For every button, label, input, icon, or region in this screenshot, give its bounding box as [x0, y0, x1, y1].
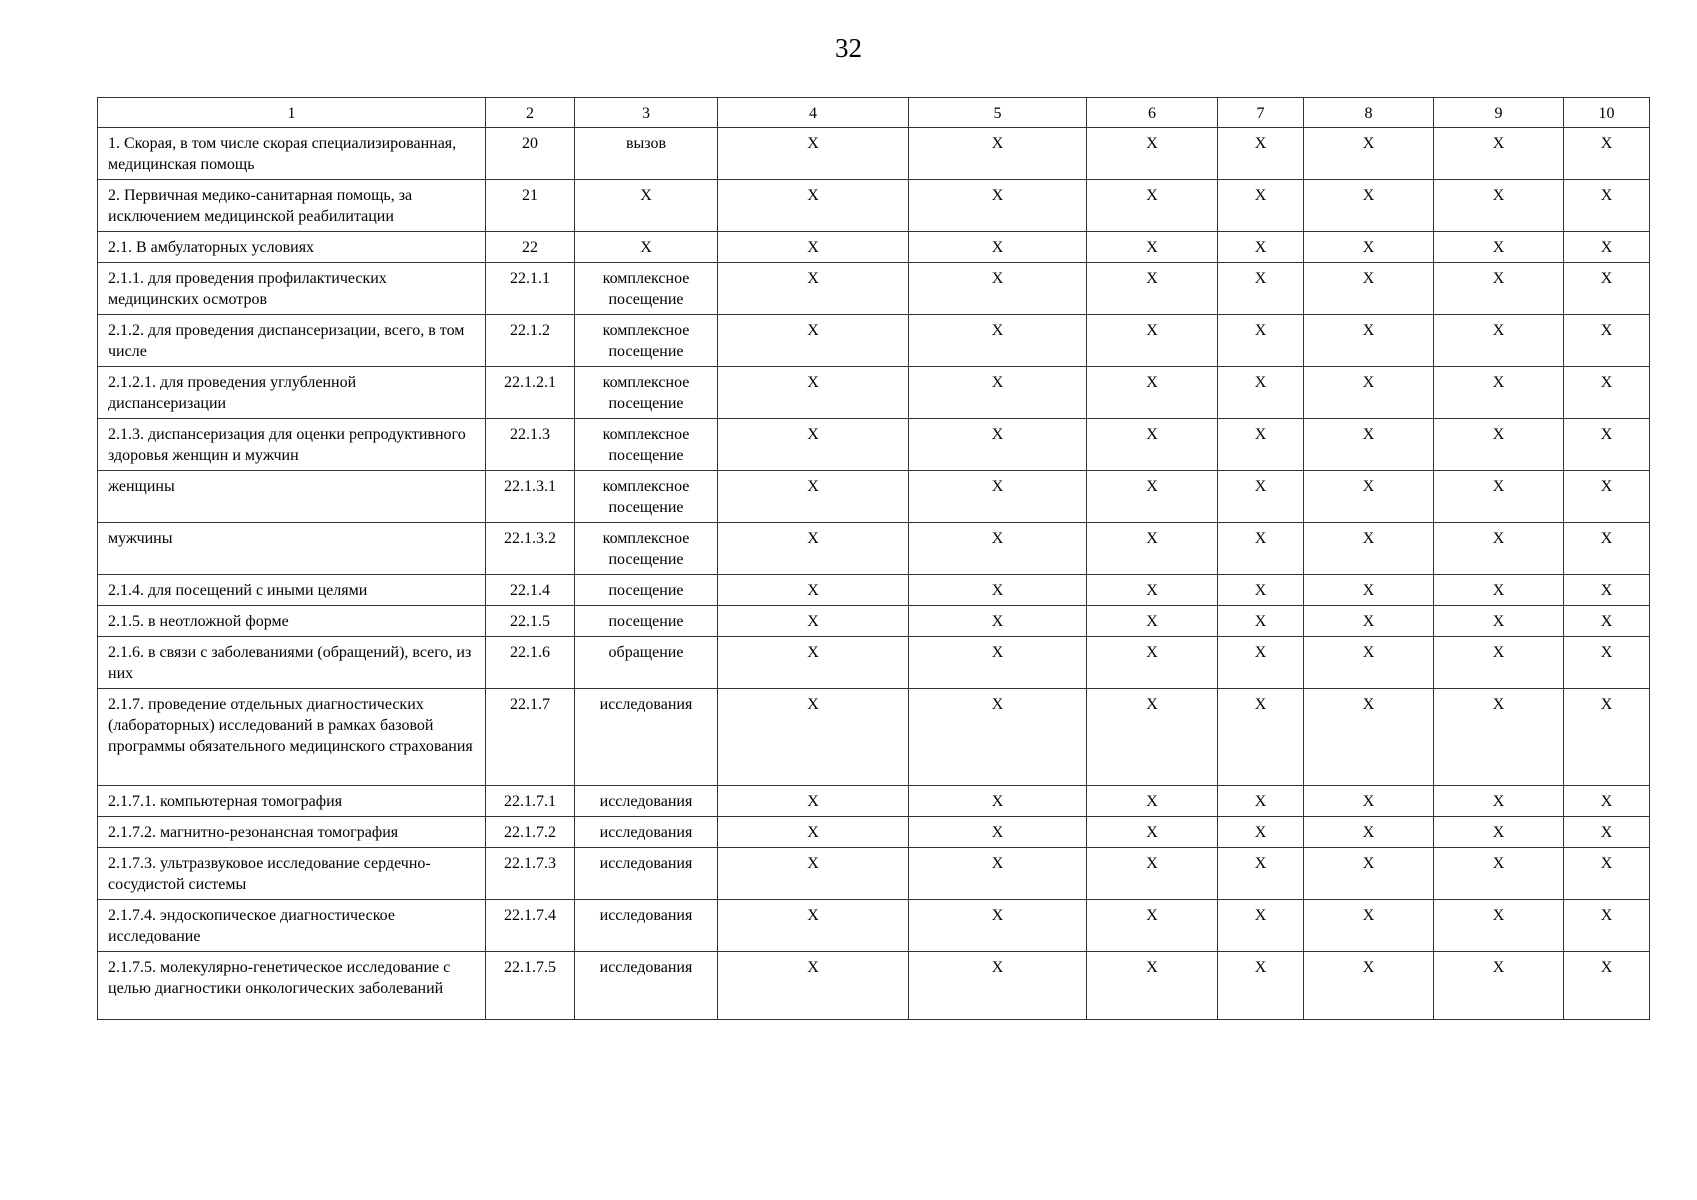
row-cell-col-4: X	[718, 315, 909, 367]
row-name: 2.1.5. в неотложной форме	[98, 606, 486, 637]
row-cell-col-6: X	[1087, 817, 1218, 848]
row-code: 22.1.3.1	[486, 471, 575, 523]
row-cell-col-5: X	[909, 952, 1087, 1020]
row-cell-col-7: X	[1218, 523, 1304, 575]
row-cell-col-4: X	[718, 817, 909, 848]
row-cell-col-10: X	[1564, 367, 1650, 419]
table-row	[98, 180, 1650, 232]
row-cell-col-4: X	[718, 952, 909, 1020]
row-code: 22.1.6	[486, 637, 575, 689]
row-cell-col-8: X	[1304, 900, 1434, 952]
table-row	[98, 689, 1650, 786]
row-cell-col-7: X	[1218, 263, 1304, 315]
row-name: 2.1.7.4. эндоскопическое диагностическое исследование	[98, 900, 486, 952]
row-cell-col-7: X	[1218, 952, 1304, 1020]
row-cell-col-6: X	[1087, 786, 1218, 817]
column-number-9: 9	[1434, 98, 1564, 128]
row-cell-col-6: X	[1087, 419, 1218, 471]
row-code: 22.1.2.1	[486, 367, 575, 419]
row-cell-col-7: X	[1218, 419, 1304, 471]
row-cell-col-4: X	[718, 367, 909, 419]
row-code: 22.1.3	[486, 419, 575, 471]
row-name: женщины	[98, 471, 486, 523]
table-row	[98, 606, 1650, 637]
row-cell-col-9: X	[1434, 637, 1564, 689]
row-cell-col-6: X	[1087, 367, 1218, 419]
row-cell-col-6: X	[1087, 471, 1218, 523]
row-cell-col-5: X	[909, 367, 1087, 419]
row-cell-col-9: X	[1434, 848, 1564, 900]
row-cell-col-4: X	[718, 786, 909, 817]
row-cell-col-4: X	[718, 637, 909, 689]
row-cell-col-5: X	[909, 689, 1087, 786]
row-cell-col-8: X	[1304, 637, 1434, 689]
row-name: 2.1.1. для проведения профилактических медицинских осмотров	[98, 263, 486, 315]
row-cell-col-9: X	[1434, 315, 1564, 367]
row-cell-col-8: X	[1304, 786, 1434, 817]
row-code: 22.1.7.2	[486, 817, 575, 848]
row-cell-col-8: X	[1304, 471, 1434, 523]
row-name: 2.1. В амбулаторных условиях	[98, 232, 486, 263]
row-cell-col-6: X	[1087, 128, 1218, 180]
row-cell-col-5: X	[909, 900, 1087, 952]
row-cell-col-4: X	[718, 689, 909, 786]
row-cell-col-9: X	[1434, 606, 1564, 637]
row-cell-col-6: X	[1087, 575, 1218, 606]
row-cell-col-5: X	[909, 315, 1087, 367]
row-cell-col-7: X	[1218, 315, 1304, 367]
row-cell-col-8: X	[1304, 128, 1434, 180]
row-cell-col-10: X	[1564, 637, 1650, 689]
row-cell-col-10: X	[1564, 575, 1650, 606]
row-cell-col-7: X	[1218, 689, 1304, 786]
row-code: 22.1.4	[486, 575, 575, 606]
table-row	[98, 419, 1650, 471]
row-cell-col-6: X	[1087, 689, 1218, 786]
column-number-3: 3	[575, 98, 718, 128]
row-code: 22.1.7.4	[486, 900, 575, 952]
row-cell-col-9: X	[1434, 900, 1564, 952]
row-unit: обращение	[575, 637, 718, 689]
column-number-6: 6	[1087, 98, 1218, 128]
row-code: 22.1.7.1	[486, 786, 575, 817]
column-number-5: 5	[909, 98, 1087, 128]
table-row	[98, 575, 1650, 606]
row-cell-col-8: X	[1304, 232, 1434, 263]
row-cell-col-8: X	[1304, 523, 1434, 575]
column-number-row	[98, 98, 1650, 128]
row-unit: посещение	[575, 575, 718, 606]
row-cell-col-9: X	[1434, 367, 1564, 419]
row-cell-col-5: X	[909, 471, 1087, 523]
row-cell-col-9: X	[1434, 817, 1564, 848]
row-cell-col-9: X	[1434, 128, 1564, 180]
row-code: 22	[486, 232, 575, 263]
row-name: мужчины	[98, 523, 486, 575]
column-number-4: 4	[718, 98, 909, 128]
row-cell-col-5: X	[909, 606, 1087, 637]
row-name: 2.1.7.5. молекулярно-генетическое исследование с целью диагностики онкологических заболеваний	[98, 952, 486, 1020]
table-row	[98, 367, 1650, 419]
row-name: 1. Скорая, в том числе скорая специализированная, медицинская помощь	[98, 128, 486, 180]
row-code: 20	[486, 128, 575, 180]
table-row	[98, 637, 1650, 689]
row-name: 2. Первичная медико-санитарная помощь, за исключением медицинской реабилитации	[98, 180, 486, 232]
row-cell-col-8: X	[1304, 180, 1434, 232]
table-row	[98, 952, 1650, 1020]
row-cell-col-4: X	[718, 848, 909, 900]
page-number: 32	[835, 33, 862, 63]
row-cell-col-6: X	[1087, 848, 1218, 900]
row-cell-col-6: X	[1087, 180, 1218, 232]
table-row	[98, 128, 1650, 180]
row-name: 2.1.2. для проведения диспансеризации, всего, в том числе	[98, 315, 486, 367]
row-cell-col-9: X	[1434, 471, 1564, 523]
row-cell-col-8: X	[1304, 848, 1434, 900]
row-name: 2.1.7.2. магнитно-резонансная томография	[98, 817, 486, 848]
column-number-8: 8	[1304, 98, 1434, 128]
row-cell-col-4: X	[718, 263, 909, 315]
row-cell-col-7: X	[1218, 575, 1304, 606]
row-cell-col-5: X	[909, 786, 1087, 817]
row-code: 21	[486, 180, 575, 232]
table-body	[98, 128, 1650, 1020]
row-cell-col-10: X	[1564, 232, 1650, 263]
table-row	[98, 263, 1650, 315]
row-unit: исследования	[575, 817, 718, 848]
row-cell-col-6: X	[1087, 952, 1218, 1020]
row-cell-col-4: X	[718, 575, 909, 606]
row-unit: комплексное посещение	[575, 367, 718, 419]
row-unit: исследования	[575, 900, 718, 952]
row-cell-col-9: X	[1434, 523, 1564, 575]
row-cell-col-10: X	[1564, 471, 1650, 523]
table-row	[98, 848, 1650, 900]
row-name: 2.1.7. проведение отдельных диагностических (лабораторных) исследований в рамках базовой программы обязательного медицинского страхования	[98, 689, 486, 786]
row-cell-col-9: X	[1434, 952, 1564, 1020]
row-cell-col-7: X	[1218, 786, 1304, 817]
row-code: 22.1.7.5	[486, 952, 575, 1020]
column-number-2: 2	[486, 98, 575, 128]
column-number-1: 1	[98, 98, 486, 128]
row-code: 22.1.7.3	[486, 848, 575, 900]
table-row	[98, 471, 1650, 523]
row-cell-col-8: X	[1304, 575, 1434, 606]
row-cell-col-10: X	[1564, 523, 1650, 575]
row-code: 22.1.3.2	[486, 523, 575, 575]
row-name: 2.1.3. диспансеризация для оценки репродуктивного здоровья женщин и мужчин	[98, 419, 486, 471]
table-row	[98, 232, 1650, 263]
row-unit: комплексное посещение	[575, 471, 718, 523]
row-cell-col-7: X	[1218, 471, 1304, 523]
table-row	[98, 900, 1650, 952]
table-row	[98, 786, 1650, 817]
row-unit: комплексное посещение	[575, 263, 718, 315]
row-cell-col-10: X	[1564, 606, 1650, 637]
row-cell-col-10: X	[1564, 786, 1650, 817]
row-cell-col-7: X	[1218, 606, 1304, 637]
row-cell-col-6: X	[1087, 315, 1218, 367]
row-cell-col-5: X	[909, 180, 1087, 232]
row-cell-col-7: X	[1218, 367, 1304, 419]
row-cell-col-6: X	[1087, 263, 1218, 315]
row-unit: посещение	[575, 606, 718, 637]
row-cell-col-7: X	[1218, 232, 1304, 263]
row-cell-col-4: X	[718, 128, 909, 180]
row-cell-col-9: X	[1434, 419, 1564, 471]
row-cell-col-5: X	[909, 817, 1087, 848]
row-cell-col-10: X	[1564, 180, 1650, 232]
row-name: 2.1.2.1. для проведения углубленной диспансеризации	[98, 367, 486, 419]
row-cell-col-4: X	[718, 900, 909, 952]
row-cell-col-5: X	[909, 419, 1087, 471]
row-cell-col-6: X	[1087, 606, 1218, 637]
row-unit: вызов	[575, 128, 718, 180]
row-cell-col-5: X	[909, 575, 1087, 606]
row-cell-col-9: X	[1434, 263, 1564, 315]
row-cell-col-7: X	[1218, 637, 1304, 689]
row-cell-col-10: X	[1564, 263, 1650, 315]
row-cell-col-7: X	[1218, 180, 1304, 232]
row-cell-col-8: X	[1304, 952, 1434, 1020]
row-cell-col-7: X	[1218, 900, 1304, 952]
table-row	[98, 523, 1650, 575]
row-unit: X	[575, 232, 718, 263]
row-unit: исследования	[575, 952, 718, 1020]
row-code: 22.1.1	[486, 263, 575, 315]
row-code: 22.1.2	[486, 315, 575, 367]
row-cell-col-7: X	[1218, 128, 1304, 180]
row-cell-col-10: X	[1564, 315, 1650, 367]
row-cell-col-8: X	[1304, 606, 1434, 637]
column-number-7: 7	[1218, 98, 1304, 128]
row-cell-col-6: X	[1087, 637, 1218, 689]
row-cell-col-9: X	[1434, 180, 1564, 232]
row-cell-col-9: X	[1434, 575, 1564, 606]
row-cell-col-5: X	[909, 232, 1087, 263]
table-row	[98, 315, 1650, 367]
row-cell-col-6: X	[1087, 232, 1218, 263]
row-cell-col-10: X	[1564, 848, 1650, 900]
row-cell-col-10: X	[1564, 419, 1650, 471]
row-cell-col-7: X	[1218, 848, 1304, 900]
row-cell-col-9: X	[1434, 689, 1564, 786]
row-cell-col-10: X	[1564, 817, 1650, 848]
row-cell-col-6: X	[1087, 523, 1218, 575]
services-table	[97, 97, 1650, 1020]
row-cell-col-10: X	[1564, 128, 1650, 180]
row-cell-col-4: X	[718, 232, 909, 263]
row-cell-col-6: X	[1087, 900, 1218, 952]
column-number-10: 10	[1564, 98, 1650, 128]
row-cell-col-10: X	[1564, 900, 1650, 952]
row-unit: исследования	[575, 848, 718, 900]
row-cell-col-8: X	[1304, 263, 1434, 315]
row-cell-col-10: X	[1564, 689, 1650, 786]
row-code: 22.1.7	[486, 689, 575, 786]
row-name: 2.1.4. для посещений с иными целями	[98, 575, 486, 606]
row-cell-col-8: X	[1304, 817, 1434, 848]
row-cell-col-4: X	[718, 180, 909, 232]
row-cell-col-4: X	[718, 471, 909, 523]
row-name: 2.1.7.3. ультразвуковое исследование сердечно-сосудистой системы	[98, 848, 486, 900]
row-cell-col-8: X	[1304, 315, 1434, 367]
row-cell-col-4: X	[718, 419, 909, 471]
row-cell-col-10: X	[1564, 952, 1650, 1020]
row-unit: комплексное посещение	[575, 315, 718, 367]
row-cell-col-5: X	[909, 523, 1087, 575]
row-cell-col-8: X	[1304, 367, 1434, 419]
row-name: 2.1.6. в связи с заболеваниями (обращений), всего, из них	[98, 637, 486, 689]
row-cell-col-9: X	[1434, 786, 1564, 817]
row-name: 2.1.7.1. компьютерная томография	[98, 786, 486, 817]
row-cell-col-7: X	[1218, 817, 1304, 848]
row-unit: комплексное посещение	[575, 419, 718, 471]
table-row	[98, 817, 1650, 848]
row-unit: X	[575, 180, 718, 232]
row-unit: исследования	[575, 689, 718, 786]
row-cell-col-9: X	[1434, 232, 1564, 263]
row-unit: исследования	[575, 786, 718, 817]
row-cell-col-4: X	[718, 523, 909, 575]
row-cell-col-8: X	[1304, 419, 1434, 471]
row-cell-col-5: X	[909, 263, 1087, 315]
row-code: 22.1.5	[486, 606, 575, 637]
row-cell-col-5: X	[909, 128, 1087, 180]
row-cell-col-5: X	[909, 848, 1087, 900]
row-unit: комплексное посещение	[575, 523, 718, 575]
row-cell-col-8: X	[1304, 689, 1434, 786]
row-cell-col-4: X	[718, 606, 909, 637]
row-cell-col-5: X	[909, 637, 1087, 689]
